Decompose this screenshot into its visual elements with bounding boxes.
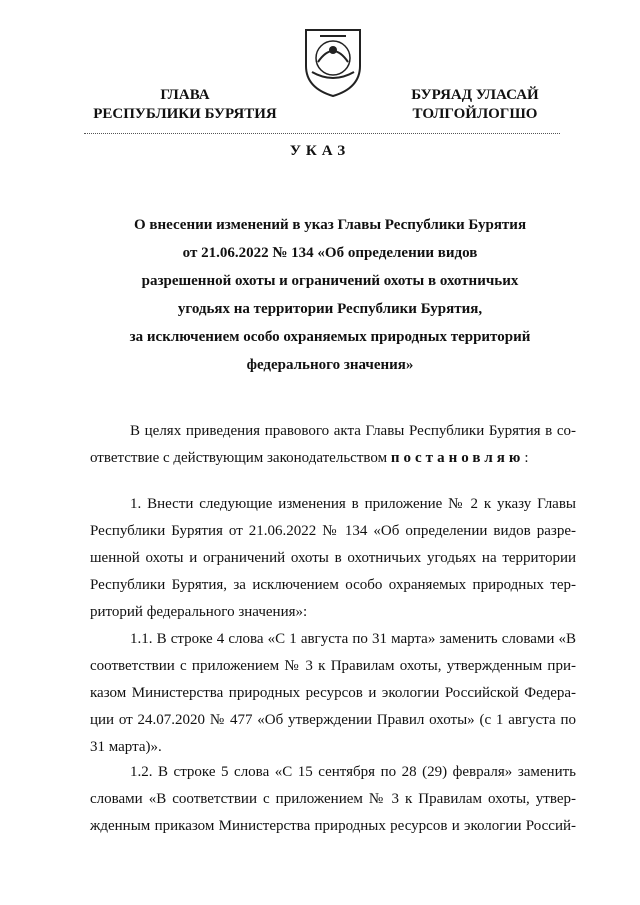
body-line: соответствии с приложением № 3 к Правилам охоты, утвержденным при- [90, 658, 576, 674]
header-left-line1: ГЛАВА [160, 87, 210, 103]
preamble-paragraph [90, 418, 576, 472]
body-line: 1.1. В строке 4 слова «С 1 августа по 31 марта» заменить словами «В [130, 631, 576, 647]
title-line: О внесении изменений в указ Главы Республики Бурятия [133, 217, 527, 233]
body-line: В целях приведения правового акта Главы Республики Бурятия в со- [130, 423, 576, 439]
body-line: шенной охоты и ограничений охоты в охотничьих угодьях на территории [90, 550, 576, 566]
body-line: 1.2. В строке 5 слова «С 15 сентября по 28 (29) февраля» заменить [130, 764, 576, 780]
document-type: УКАЗ [289, 143, 351, 159]
header-divider [84, 133, 560, 134]
body-line: казом Министерства природных ресурсов и экологии Российской Федера- [90, 685, 576, 701]
header-left [85, 86, 285, 124]
body-line: ции от 24.07.2020 № 477 «Об утверждении Правил охоты» (с 1 августа по [90, 712, 576, 728]
body-line [90, 445, 576, 472]
header-right-line1: БУРЯАД УЛАСАЙ [411, 87, 539, 103]
body-line: жденным приказом Министерства природных ресурсов и экологии Россий- [90, 818, 576, 834]
title-line: от 21.06.2022 № 134 «Об определении видов [182, 245, 478, 261]
body-line: риторий федерального значения»: [90, 604, 308, 620]
body-line: словами «В соответствии с приложением № 3 к Правилам охоты, утвер- [90, 791, 576, 807]
body-line: 31 марта)». [90, 739, 162, 755]
colon: : [524, 450, 529, 466]
header-right-line2: ТОЛГОЙЛОГШО [412, 106, 538, 122]
decree-keyword: постановляю [390, 450, 525, 466]
title-line: разрешенной охоты и ограничений охоты в охотничьих [141, 273, 519, 289]
item-1-1-paragraph [90, 626, 576, 761]
preamble-text: ответствие с действующим законодательством [90, 450, 388, 466]
item-1-paragraph [90, 491, 576, 626]
header-left-line2: РЕСПУБЛИКИ БУРЯТИЯ [93, 106, 277, 122]
body-line: Республики Бурятия, за исключением особо охраняемых природных тер- [90, 577, 576, 593]
body-line: 1. Внести следующие изменения в приложение № 2 к указу Главы [130, 496, 576, 512]
republic-coat-of-arms [300, 22, 366, 98]
title-line: за исключением особо охраняемых природных территорий [129, 329, 531, 345]
body-line: Республики Бурятия от 21.06.2022 № 134 «Об определении видов разре- [90, 523, 576, 539]
title-line: федерального значения» [246, 357, 414, 373]
header-right [375, 86, 575, 124]
document-title [90, 211, 570, 379]
item-1-2-paragraph [90, 759, 576, 840]
title-line: угодьях на территории Республики Бурятия, [177, 301, 483, 317]
